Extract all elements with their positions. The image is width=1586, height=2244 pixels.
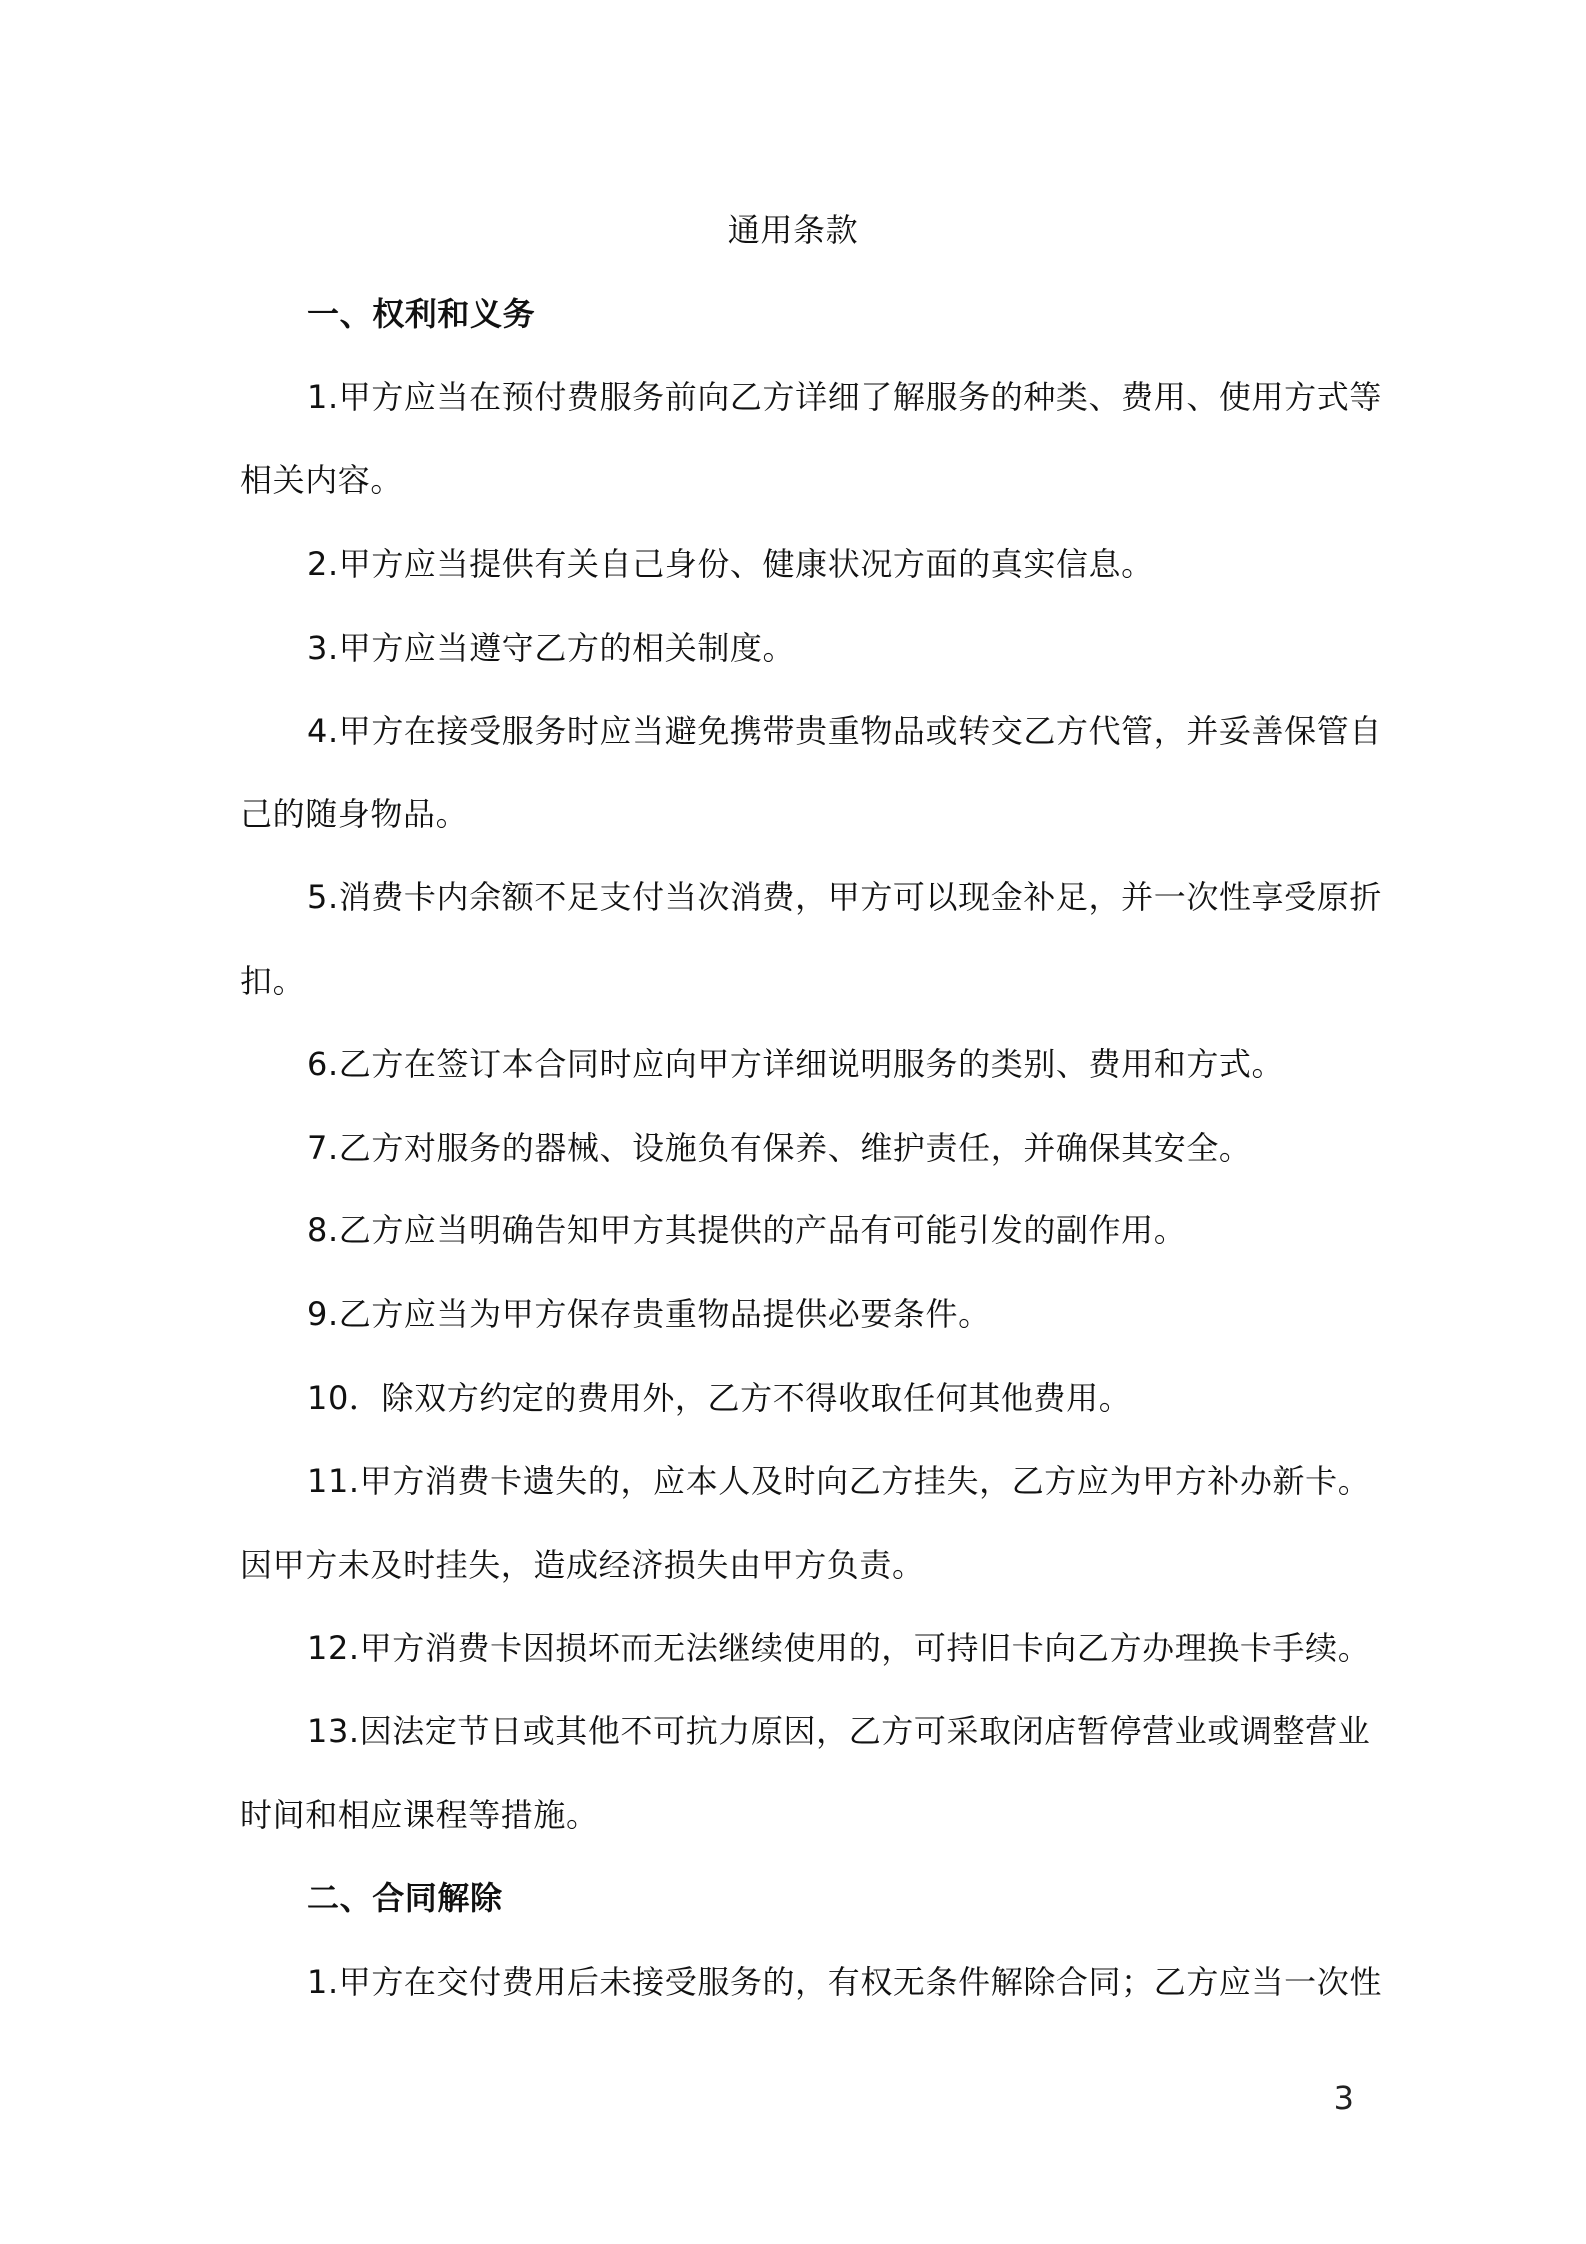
clause-5-line-1: 5.消费卡内余额不足支付当次消费，甲方可以现金补足，并一次性享受原折 bbox=[307, 878, 1382, 916]
clause-13-line-2: 时间和相应课程等措施。 bbox=[240, 1796, 599, 1834]
clause-7: 7.乙方对服务的器械、设施负有保养、维护责任，并确保其安全。 bbox=[307, 1129, 1252, 1167]
section-heading-rights: 一、权利和义务 bbox=[307, 295, 536, 333]
page-number: 3 bbox=[1333, 2079, 1354, 2117]
clause-5-line-2: 扣。 bbox=[240, 962, 306, 1000]
clause-11-line-2: 因甲方未及时挂失，造成经济损失由甲方负责。 bbox=[240, 1546, 925, 1584]
page-title: 通用条款 bbox=[727, 211, 859, 249]
clause-6: 6.乙方在签订本合同时应向甲方详细说明服务的类别、费用和方式。 bbox=[307, 1045, 1285, 1083]
clause-12: 12.甲方消费卡因损坏而无法继续使用的，可持旧卡向乙方办理换卡手续。 bbox=[307, 1629, 1371, 1667]
termination-clause-1-line-1: 1.甲方在交付费用后未接受服务的，有权无条件解除合同；乙方应当一次性 bbox=[307, 1963, 1382, 2001]
clause-11-line-1: 11.甲方消费卡遗失的，应本人及时向乙方挂失，乙方应为甲方补办新卡。 bbox=[307, 1462, 1371, 1500]
clause-2: 2.甲方应当提供有关自己身份、健康状况方面的真实信息。 bbox=[307, 545, 1154, 583]
clause-1-line-2: 相关内容。 bbox=[240, 461, 404, 499]
clause-8: 8.乙方应当明确告知甲方其提供的产品有可能引发的副作用。 bbox=[307, 1211, 1187, 1249]
clause-4-line-2: 己的随身物品。 bbox=[240, 795, 469, 833]
clause-13-line-1: 13.因法定节日或其他不可抗力原因，乙方可采取闭店暂停营业或调整营业 bbox=[307, 1712, 1371, 1750]
section-heading-termination: 二、合同解除 bbox=[307, 1879, 503, 1917]
clause-9: 9.乙方应当为甲方保存贵重物品提供必要条件。 bbox=[307, 1295, 991, 1333]
clause-1-line-1: 1.甲方应当在预付费服务前向乙方详细了解服务的种类、费用、使用方式等 bbox=[307, 378, 1382, 416]
clause-10: 10．除双方约定的费用外，乙方不得收取任何其他费用。 bbox=[307, 1379, 1132, 1417]
clause-3: 3.甲方应当遵守乙方的相关制度。 bbox=[307, 629, 796, 667]
clause-4-line-1: 4.甲方在接受服务时应当避免携带贵重物品或转交乙方代管，并妥善保管自 bbox=[307, 712, 1382, 750]
